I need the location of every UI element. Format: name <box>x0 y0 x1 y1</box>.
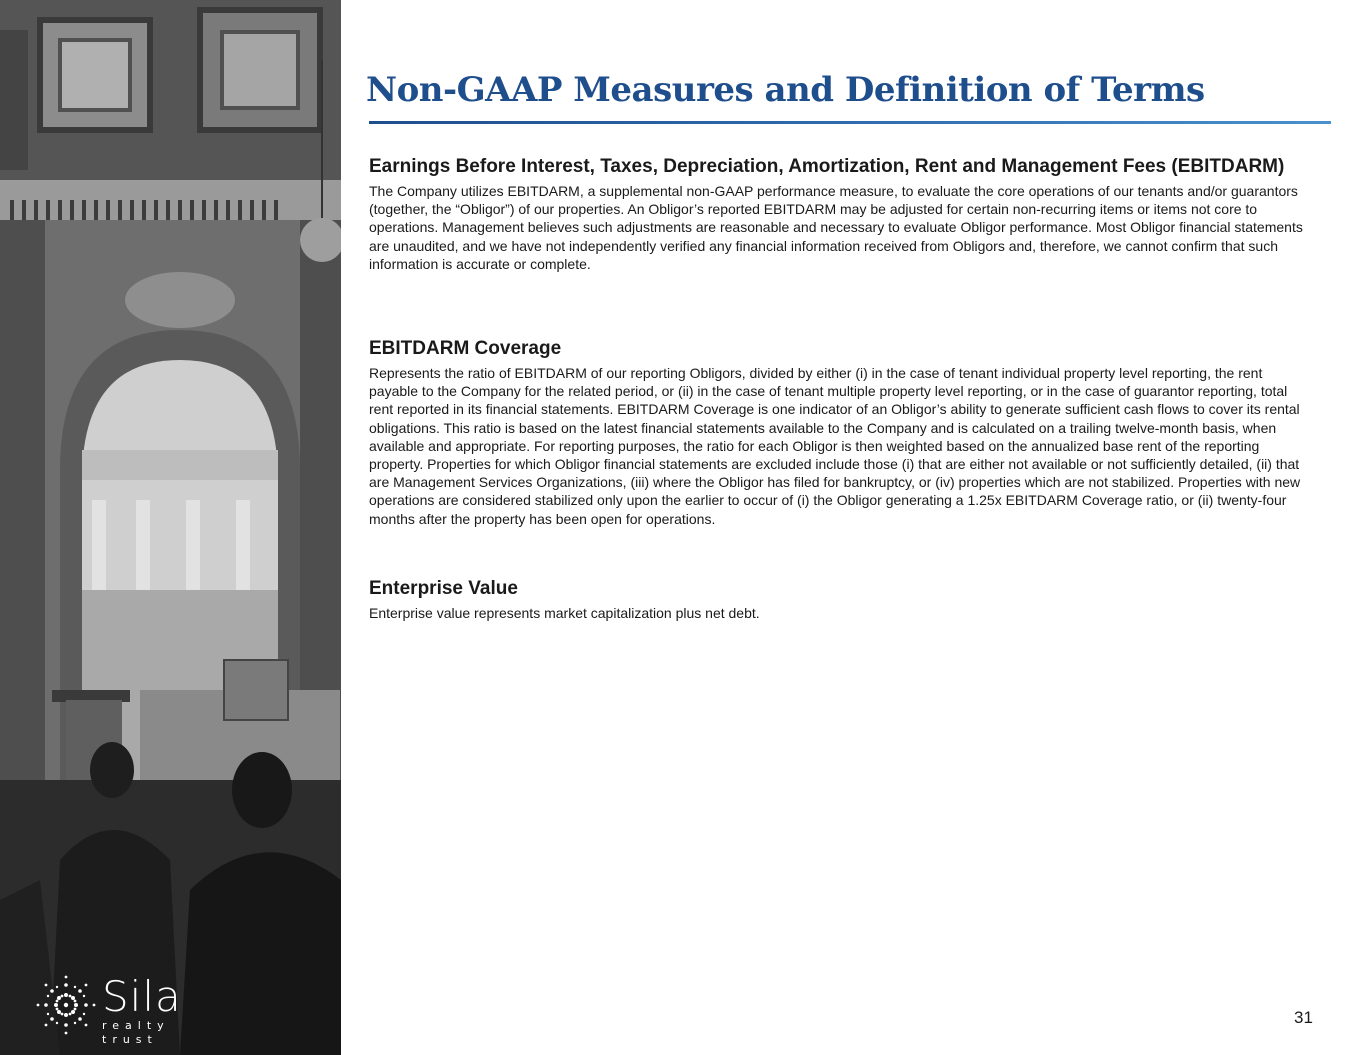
section-ebitdarm-coverage <box>369 336 1314 528</box>
exchange-hall-photo <box>0 0 341 1055</box>
section-heading: Enterprise Value <box>369 578 518 599</box>
cover-photo-panel <box>0 0 341 1055</box>
section-body: Enterprise value represents market capitalization plus net debt. <box>369 605 760 621</box>
title-divider <box>369 121 1331 124</box>
logo-wordmark: Sila <box>102 972 182 1021</box>
section-enterprise-value <box>369 576 1314 622</box>
main-content <box>366 0 1331 1055</box>
section-heading: Earnings Before Interest, Taxes, Depreciation, Amortization, Rent and Management Fees (EBITDARM) <box>369 156 1285 177</box>
section-heading: EBITDARM Coverage <box>369 338 562 359</box>
sunburst-logo-icon <box>36 975 96 1035</box>
page-number: 31 <box>1294 1008 1313 1027</box>
sila-logo <box>36 972 216 1046</box>
section-ebitdarm <box>369 154 1314 273</box>
section-body: The Company utilizes EBITDARM, a supplemental non-GAAP performance measure, to evaluate the core operations of our tenants and/or guarantors (together, the “Obligor”) of our properties. An Obligor’s reported EBITDARM may be adjusted for certain non-recurring items or items not core to operations. Management believes such adjustments are reasonable and necessary to evaluate Obligor performance. Most Obligor financial statements are unaudited, and we have not independently verified any financial information received from Obligors and, therefore, we cannot confirm that such information is accurate or complete. <box>369 183 1303 272</box>
page-title: Non-GAAP Measures and Definition of Terms <box>366 70 1205 110</box>
section-body: Represents the ratio of EBITDARM of our reporting Obligors, divided by either (i) in the case of tenant individual property level reporting, the rent payable to the Company for the related period, or (ii) in the case of tenant multiple property level reporting, or in the case of guarantor reporting, total rent reported in its financial statements. EBITDARM Coverage is one indicator of an Obligor’s ability to generate sufficient cash flows to cover its rental obligations. This ratio is based on the latest financial statements available to the Company and is calculated on a trailing twelve-month basis, when available and appropriate. For reporting purposes, the ratio for each Obligor is then weighted based on the annualized base rent of the reporting property. Properties for which Obligor financial statements are excluded include those (i) that are either not available or not sufficiently detailed, (ii) that are Management Services Organizations, (iii) where the Obligor has filed for bankruptcy, or (iv) properties which are not stabilized. Properties with new operations are considered stabilized only upon the earlier to occur of (i) the Obligor generating a 1.25x EBITDARM Coverage ratio, or (ii) twenty-four months after the property has been open for operations. <box>369 365 1301 527</box>
logo-tagline: realty trust <box>102 1019 170 1046</box>
